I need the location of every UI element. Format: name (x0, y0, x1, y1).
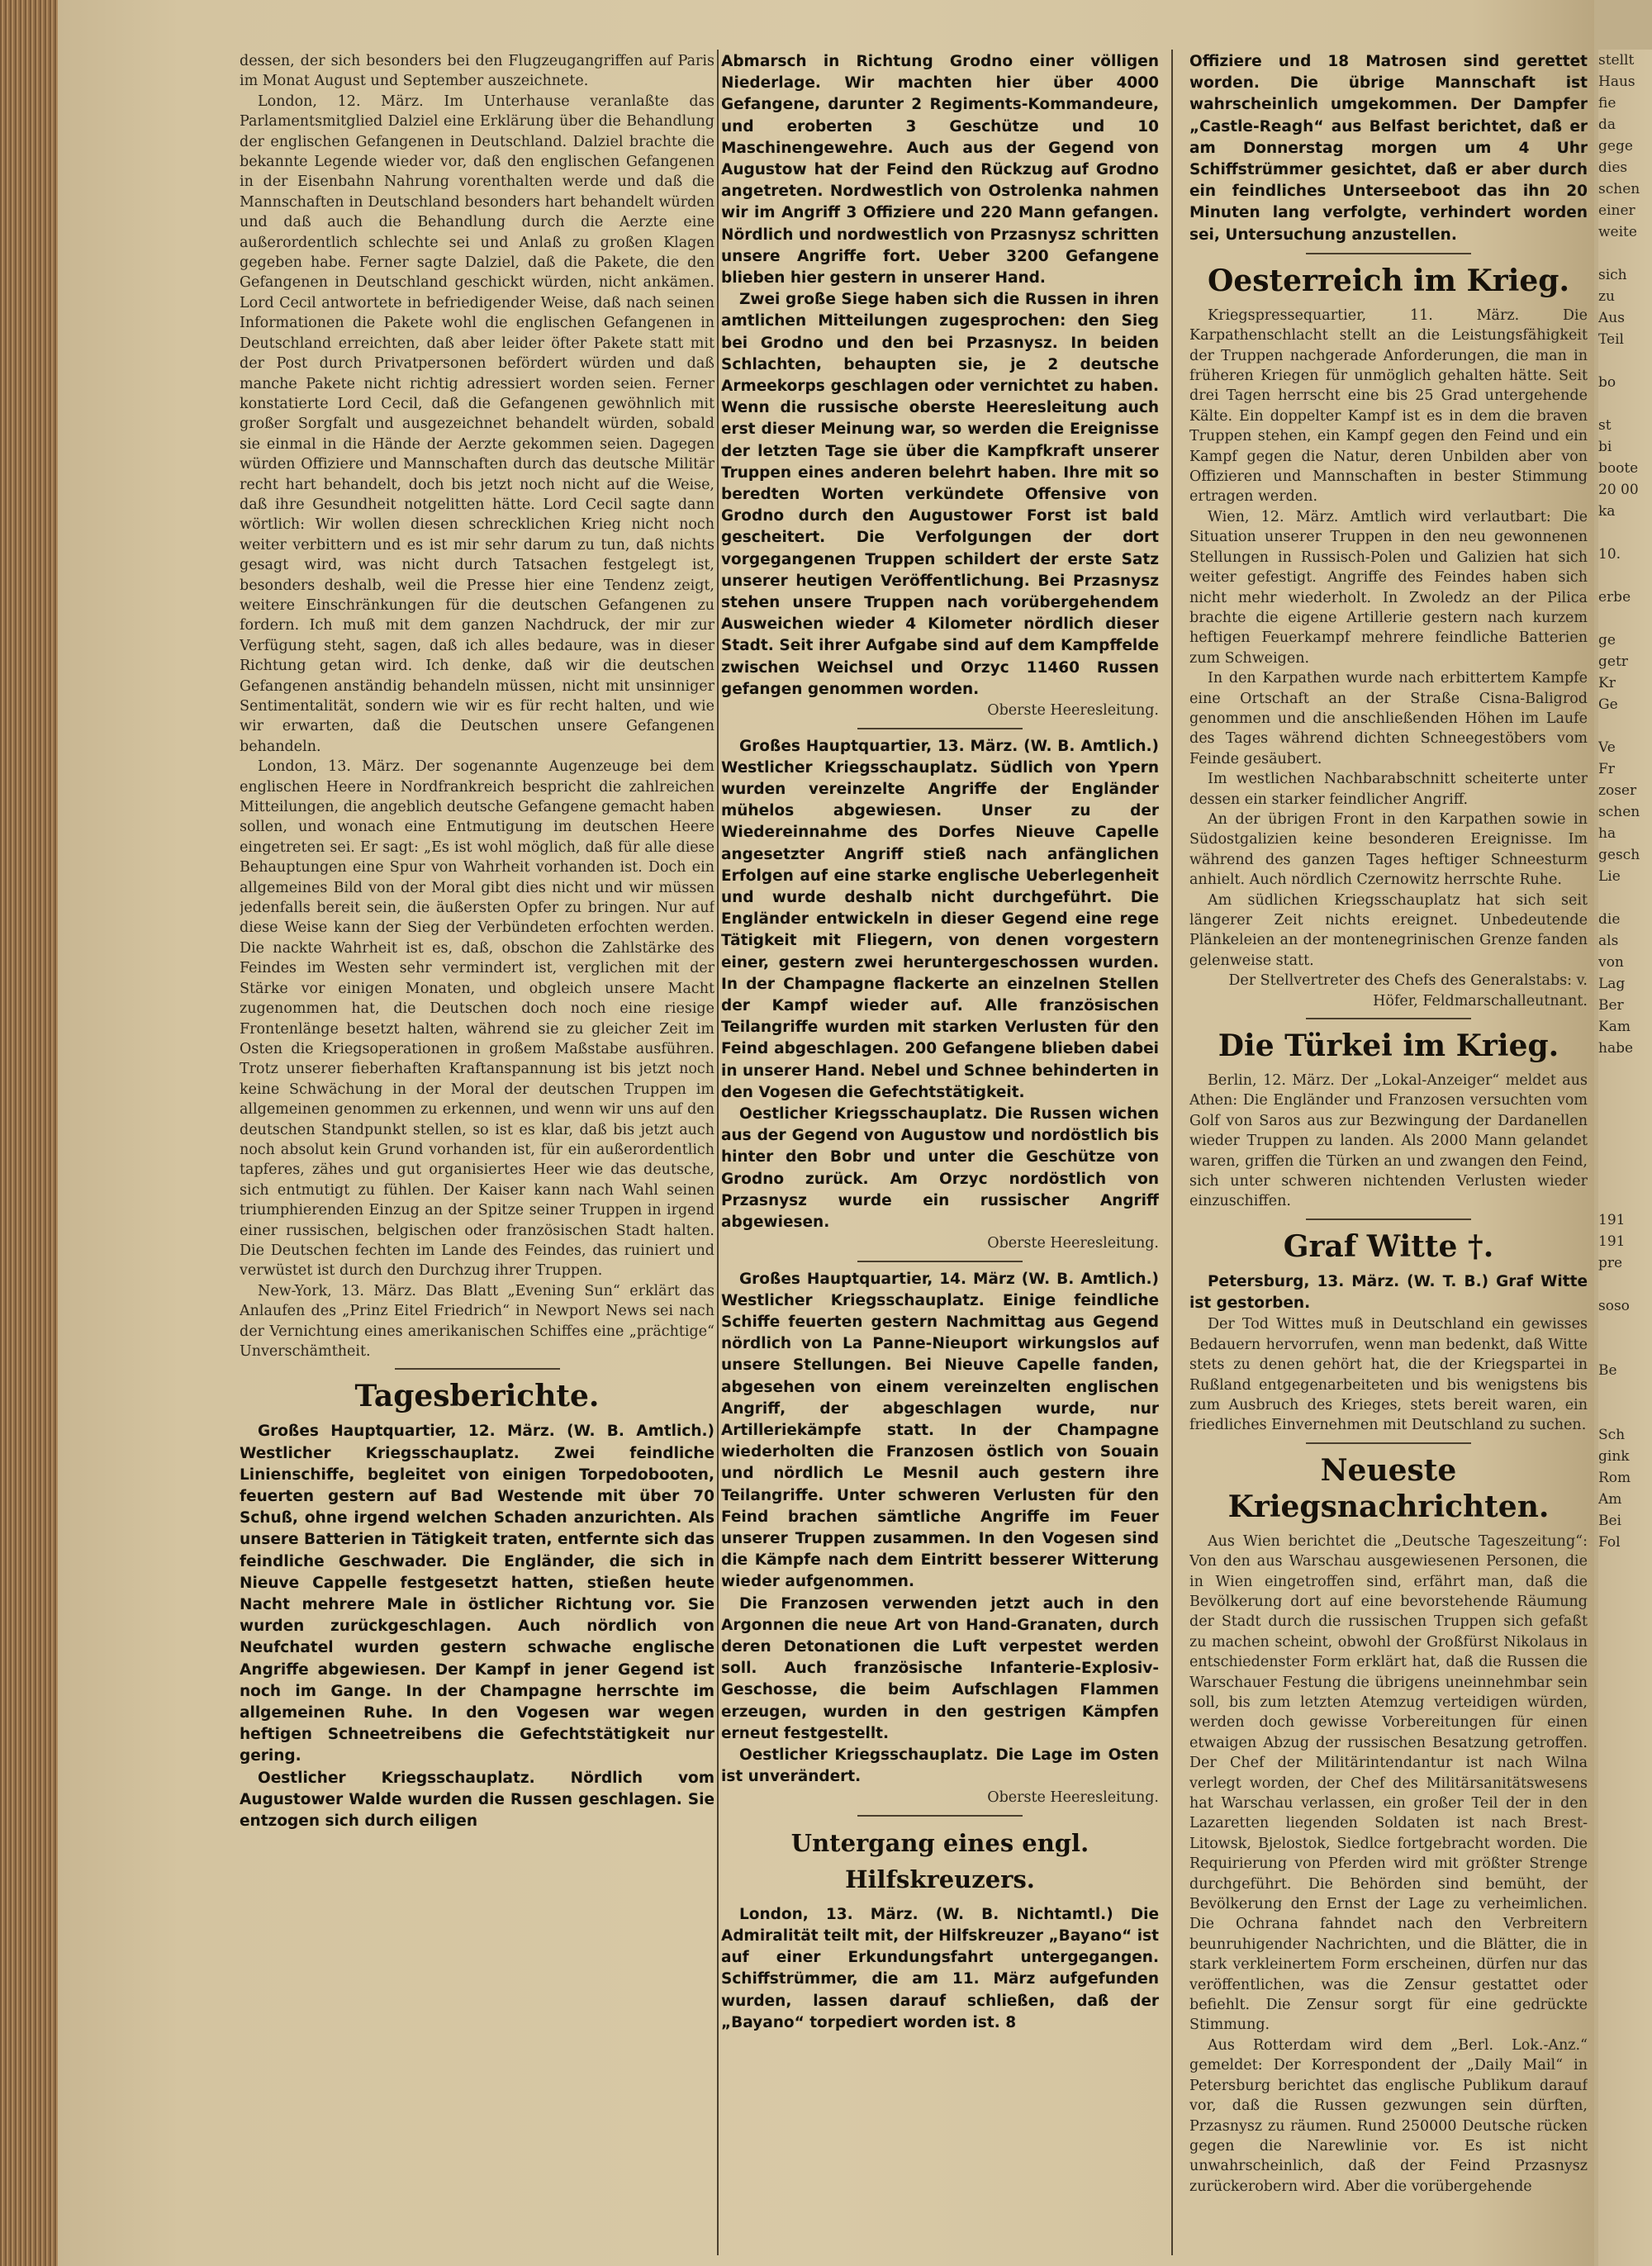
strip-line: Lag (1598, 976, 1626, 992)
strip-line: von (1598, 954, 1624, 971)
report-paragraph: Oestlicher Kriegsschauplatz. Nördlich vom Augustower Walde wurden die Russen geschlagen. Sie entzogen sich durch eiligen (240, 1769, 714, 1831)
strip-line: gink (1598, 1448, 1630, 1465)
section-divider (395, 1368, 560, 1370)
strip-line (1598, 1338, 1652, 1360)
strip-line: gege (1598, 138, 1633, 154)
report-paragraph: Die Franzosen verwenden jetzt auch in den Argonnen die neue Art von Hand-Granaten, durch deren Detonationen die Luft verpestet werden soll. Auch französische Infanterie-Explosiv-Geschosse, die beim Aufschlagen Flammen erzeugen, wurden in den gestrigen Kämpfen erneut festgestellt. (721, 1594, 1159, 1742)
article-paragraph: Aus Wien berichtet die „Deutsche Tageszeitung“: Von den aus Warschau ausgewiesenen Personen, die in Wien eingetroffen sind, erfährt man, daß die Bevölkerung dort auf eine bevorstehende Räumung der Stadt durch die russischen Truppen sich gefaßt zu machen scheint, obwohl der Großfürst Nikolaus in entschiedenster Form erklärt hat, daß die Russen die Warschauer Festung die übrigens uneinnehmbar sein soll, bis zum letzten Atemzug verteidigen würden, werden doch gewisse Vorbereitungen für einen etwaigen Abzug der russischen Besatzung getroffen. Der Chef der Militärintendantur ist nach Wilna verlegt worden, der Chef des Militärsanitätswesens hat Warschau verlassen, ein großer Teil der in den Lazaretten liegenden Soldaten ist nach Brest-Litowsk, Bjelostok, Siedlce fortgebracht worden. Die Requirierung von Pferden wird mit größter Strenge durchgeführt. Die Behörden sind bemüht, der Bevölkerung den Ernst der Lage zu verheimlichen. Die Ochrana fahndet nach den Verbreitern beunruhigender Nachrichten, und die Blätter, die in stark verkleinertem Form erscheinen, dürfen nur das veröffentlichen, was die Zensur gestattet oder befiehlt. Die Zensur sorgt für eine gedrückte Stimmung. (1189, 1532, 1588, 2034)
strip-line (1598, 1123, 1652, 1145)
article-paragraph: In den Karpathen wurde nach erbittertem Kampfe eine Ortschaft an der Straße Cisna-Baligrod genommen und die anschließenden Höhen im Laufe des Tages während dichten Schneegestöbers vom Feinde gesäubert. (1189, 670, 1588, 767)
report-paragraph: Oestlicher Kriegsschauplatz. Die Lage im Osten ist unverändert. (721, 1746, 1159, 1786)
strip-line: boote (1598, 460, 1639, 477)
strip-line: Aus (1598, 310, 1625, 326)
strip-line: habe (1598, 1040, 1634, 1057)
section-divider (857, 1261, 1023, 1262)
strip-line (1598, 350, 1652, 372)
strip-line (1598, 1403, 1652, 1424)
strip-line: Ber (1598, 997, 1624, 1014)
article-paragraph: Der Tod Wittes muß in Deutschland ein gewisses Bedauern hervorrufen, wenn man bedenkt, daß Witte stets zu denen gehört hat, die der Kriegspartei in Rußland entgegenarbeiteten und bis wenigstens bis zum Ausbruch des Krieges, stets bereit waren, ein friedliches Einvernehmen mit Deutschland zu suchen. (1189, 1316, 1588, 1434)
strip-line (1598, 1102, 1652, 1123)
strip-line: stellt (1598, 52, 1635, 69)
strip-line: weite (1598, 224, 1637, 240)
book-binding-edge (0, 0, 58, 2266)
signature: Der Stellvertreter des Chefs des Generalstabs: v. Höfer, Feldmarschalleutnant. (1228, 972, 1588, 1009)
strip-line (1598, 1274, 1652, 1295)
article-paragraph: New-York, 13. März. Das Blatt „Evening Sun“ erklärt das Anlaufen des „Prinz Eitel Friedrich“ in Newport News sei nach der Vernichtung eines amerikanischen Schiffes eine „prächtige“ Unverschämtheit. (240, 1282, 714, 1360)
strip-line (1598, 565, 1652, 587)
article-paragraph: dessen, der sich besonders bei den Flugzeugangriffen auf Paris im Monat August und September auszeichnete. (240, 53, 714, 90)
signature: Oberste Heeresleitung. (987, 1235, 1159, 1252)
strip-line: Teil (1598, 331, 1624, 348)
section-divider (1306, 1219, 1471, 1220)
strip-line: Be (1598, 1362, 1617, 1379)
strip-line (1598, 522, 1652, 544)
strip-line (1598, 1145, 1652, 1166)
article-paragraph: An der übrigen Front in den Karpathen sowie in Südostgalizien keine besonderen Ereignisse. Im während des ganzen Tages heftiger Schneesturm anhielt. Auch nördlich Czernowitz herrschte Ruhe. (1189, 810, 1588, 889)
strip-line: erbe (1598, 589, 1631, 606)
report-paragraph: Großes Hauptquartier, 12. März. (W. B. Amtlich.) Westlicher Kriegsschauplatz. Zwei feindliche Linienschiffe, begleitet von einigen Torpedobooten, feuerten gestern auf Bad Westende mit über 70 Schuß, ohne irgend welchen Schaden anzurichten. Als unsere Batterien in Tätigkeit traten, entfernte sich das feindliche Geschwader. Die Engländer, die sich in Nieuve Cappelle festgesetzt hatten, stießen heute Nacht mehrere Male in östlicher Richtung vor. Sie wurden zurückgeschlagen. Auch nördlich von Neufchatel wurden gestern schwache englische Angriffe abgewiesen. Der Kampf in jener Gegend ist noch im Gange. In der Champagne herrschte im allgemeinen Ruhe. In den Vogesen war wegen heftigen Schneetreibens die Gefechtstätigkeit nur gering. (240, 1423, 714, 1765)
article-paragraph: Berlin, 12. März. Der „Lokal-Anzeiger“ meldet aus Athen: Die Engländer und Franzosen versuchten vom Golf von Saros aus zur Bezwingung der Dardanellen wieder Truppen zu landen. Als 2000 Mann gelandet waren, griffen die Türken an und zwangen den Feind, sich unter schweren nichtenden Verlusten wieder einzuschiffen. (1189, 1072, 1588, 1210)
article-paragraph: Kriegspressequartier, 11. März. Die Karpathenschlacht stellt an die Leistungsfähigkeit der Truppen nachgerade Anforderungen, die man in früheren Kriegen für unmöglich gehalten hätte. Seit drei Tagen herrscht eine bis 25 Grad untergehende Kälte. Ein doppelter Kampf ist es in dem die braven Truppen stehen, ein Kampf gegen den Feind und ein Kampf gegen die Natur, deren Unbilden aber von Offizieren und Mannschaften in bester Stimmung ertragen werden. (1189, 306, 1588, 506)
article-paragraph: London, 13. März. Der sogenannte Augenzeuge bei dem englischen Heere in Nordfrankreich bespricht die zahlreichen Mitteilungen, die angeblich deutsche Gefangene gemacht haben sollen, und wonach eine Entmutigung im deutschen Heere eingetreten sei. Er sagt: „Es ist wohl möglich, daß für alle diese Behauptungen eine Spur von Wahrheit vorhanden ist. Doch ein allgemeines Bild von der Moral gibt dies nicht und wir müssen jedenfalls bereit sein, die äußersten Opfer zu bringen. Nur auf diese Weise kann der Sieg der Verbündeten erfochten werden. Die nackte Wahrheit ist es, daß, obschon die Zahlstärke des Feindes im Westen sehr vermindert ist, verglichen mit der Stärke vor einigen Monaten, und obgleich unsere Macht zugenommen hat, die Deutschen doch noch eine riesige Frontenlänge besetzt halten, während sie zu gleicher Zeit im Osten die Kriegsoperationen in großem Maßstabe ausführen. Trotz unserer fieberhaften Kraftanspannung ist bis jetzt noch keine Schwächung in der Moral der deutschen Truppen im allgemeinen genommen zu erkennen, und wenn wir uns auf den deutschen Standpunkt stellen, so ist es klar, daß bis jetzt auch noch absolut kein Grund vorhanden ist, für ein außerordentlich tapferes, zähes und gut organisiertes Heer wie das deutsche, sich entmutigt zu fühlen. Der Kaiser kann nach Wahl seinen triumphierenden Einzug an der Spitze seiner Truppen in irgend einer russischen, belgischen oder französischen Stadt halten. Die Deutschen fechten im Lande des Feindes, das ruiniert und verwüstet ist durch den Durchzug ihrer Truppen. (240, 758, 714, 1280)
strip-line (1598, 887, 1652, 909)
section-divider (1306, 253, 1471, 254)
report-paragraph: Großes Hauptquartier, 13. März. (W. B. Amtlich.) Westlicher Kriegsschauplatz. Südlich von Ypern wurden vereinzelte Angriffe der Engländer mühelos abgewiesen. Unser zu der Wiedereinnahme des Dorfes Nieuve Capelle angesetzter Angriff stieß nach anfänglichen Erfolgen auf eine starke englische Ueberlegenheit und wurde deshalb nicht durchgeführt. Die Engländer entwickeln in dieser Gegend eine rege Tätigkeit mit Fliegern, von denen vorgestern einer, gestern zwei heruntergeschossen wurden. In der Champagne flackerte an einzelnen Stellen der Kampf wieder auf. Alle französischen Teilangriffe wurden mit starken Verlusten für den Feind abgeschlagen. 200 Gefangene blieben dabei in unserer Hand. Nebel und Schnee behinderten in den Vogesen die Gefechtstätigkeit. (721, 737, 1159, 1101)
strip-line (1598, 1381, 1652, 1403)
strip-line: Haus (1598, 74, 1635, 90)
column-rule-2 (1171, 50, 1173, 2255)
strip-line: Rom (1598, 1470, 1631, 1486)
strip-line (1598, 243, 1652, 264)
section-divider (1306, 1442, 1471, 1444)
heading-untergang: Untergang eines engl. Hilfskreuzers. (790, 1828, 1089, 1893)
report-paragraph: Abmarsch in Richtung Grodno einer völligen Niederlage. Wir machten hier über 4000 Gefangene, darunter 2 Regiments-Kommandeure, und eroberten 3 Geschütze und 10 Maschinengewehre. Auch aus der Gegend von Augustow hat der Feind den Rückzug auf Grodno angetreten. Nordwestlich von Ostrolenka nahmen wir im Angriff 3 Offiziere und 220 Mann gefangen. Nördlich und nordwestlich von Przasnysz schritten unsere Angriffe fort. Ueber 3200 Gefangene blieben hier gestern in unserer Hand. (721, 53, 1159, 287)
strip-line: Am (1598, 1491, 1622, 1508)
column-rule-1 (717, 50, 719, 2255)
strip-line: ka (1598, 503, 1616, 520)
column-2 (721, 51, 1159, 2249)
strip-line: Fol (1598, 1534, 1621, 1551)
heading-tuerkei: Die Türkei im Krieg. (1218, 1028, 1559, 1064)
strip-line: st (1598, 417, 1612, 434)
article-paragraph: Aus Rotterdam wird dem „Berl. Lok.-Anz.“ gemeldet: Der Korrespondent der „Daily Mail“ in Petersburg berichtet das englische Publikum darauf vor, daß die Russen gezwungen sein dürften, Przasnysz zu räumen. Rund 250000 Deutsche rücken gegen die Narewlinie vor. Es ist nicht unwahrscheinlich, daß der Feind Przasnysz zurückerobern wird. Aber die vorübergehende (1189, 2036, 1588, 2195)
signature: Oberste Heeresleitung. (987, 702, 1159, 720)
heading-neueste: Neueste Kriegsnachrichten. (1227, 1452, 1550, 1524)
strip-line: zu (1598, 288, 1615, 305)
strip-line: 20 00 (1598, 482, 1639, 498)
strip-line: schen (1598, 804, 1640, 820)
strip-line: soso (1598, 1298, 1630, 1314)
column-3 (1189, 51, 1588, 2249)
strip-line: dies (1598, 159, 1628, 176)
strip-line (1598, 1081, 1652, 1102)
strip-line (1598, 715, 1652, 737)
column-1 (240, 51, 714, 2249)
strip-line: als (1598, 933, 1619, 949)
report-paragraph: Zwei große Siege haben sich die Russen in ihren amtlichen Mitteilungen zugesprochen: den Sieg bei Grodno und den bei Przasnysz. In beiden Schlachten, behaupten sie, je 2 deutsche Armeekorps geschlagen oder vernichtet zu haben. Wenn die russische oberste Heeresleitung auch erst dieser Meinung war, so werden die Ereignisse der letzten Tage sie über die Kampfkraft unserer Truppen eines anderen belehrt haben. Ihre mit so beredten Worten verkündete Offensive von Grodno durch den Augustower Forst ist bald gescheitert. Die Verfolgungen der dort vorgegangenen Truppen schildert der erste Satz unserer heutigen Veröffentlichung. Bei Przasnysz stehen unsere Truppen nach vorübergehendem Ausweichen wieder 4 Kilometer nördlich dieser Stadt. Seit ihrer Aufgabe sind auf dem Kampffelde zwischen Weichsel und Orzyc 11460 Russen gefangen genommen worden. (721, 291, 1159, 698)
article-paragraph: London, 12. März. Im Unterhause veranlaßte das Parlamentsmitglied Dalziel eine Erklärung über die Behandlung der englischen Gefangenen in Deutschland. Dalziel brachte die bekannte Legende wieder vor, daß den englischen Gefangenen in der Eisenbahn Nahrung vorenthalten werde und daß die Mannschaften in Deutschland besonders hart behandelt würden und daß auch die Behandlung durch die Aerzte eine außerordentlich schlechte sei und Anlaß zu großen Klagen gegeben habe. Ferner sagte Dalziel, daß die Pakete, die den Gefangenen in Deutschland geschickt würden, nicht ankämen. Lord Cecil antwortete in befriedigender Weise, daß nach seinen Informationen die Pakete wohl die englischen Gefangenen in Deutschland erreichten, daß aber leider öfter Pakete statt mit der Post durch Privatpersonen befördert würden und daß manche Pakete nicht richtig adressiert worden seien. Ferner konstatierte Lord Cecil, daß die Gefangenen gewöhnlich mit großer Sorgfalt und ausgezeichnet behandelt würden, sobald sie einmal in die Hände der Aerzte gekommen seien. Dagegen würden Offiziere und Mannschaften durch das deutsche Militär recht hart behandelt, doch bis jetzt noch nicht auf die Weise, daß ihre Gesundheit notgelitten hätte. Lord Cecil sagte dann wörtlich: Wir wollen diesen schrecklichen Krieg nicht noch weiter verbittern und es ist mir sehr darum zu tun, daß nichts gesagt wird, was nicht durch Tatsachen festgelegt ist, besonders deshalb, weil die Presse hier eine Tendenz zeigt, weitere Einschränkungen für die deutschen Gefangenen zu fordern. Ich muß mit dem ganzen Nachdruck, der mir zur Verfügung steht, sagen, daß ich alles bedaure, was in dieser Richtung getan wird. Ich denke, daß wir die deutschen Gefangenen anständig behandeln müssen, nicht mit unsinniger Sentimentalität, sondern wie wir es für recht halten, und wie wir erwarten, daß die Deutschen unsere Gefangenen behandeln. (240, 93, 714, 755)
strip-line: Sch (1598, 1427, 1626, 1443)
strip-line: einer (1598, 202, 1635, 219)
heading-tagesberichte: Tagesberichte. (354, 1379, 600, 1414)
strip-line: Ge (1598, 696, 1618, 713)
heading-witte: Graf Witte †. (1283, 1228, 1494, 1264)
report-paragraph: Offiziere und 18 Matrosen sind gerettet worden. Die übrige Mannschaft ist wahrscheinlich umgekommen. Der Dampfer „Castle-Reagh“ aus Belfast berichtet, daß er am Donnerstag morgen um 4 Uhr Schiffstrümmer gesichtet, daß er aber durch ein feindliches Unterseeboot das ihn 20 Minuten lang verfolgte, verhindert worden sei, Untersuchung anzustellen. (1189, 53, 1588, 244)
strip-line: getr (1598, 653, 1628, 670)
strip-line: Ve (1598, 739, 1616, 756)
strip-line (1598, 608, 1652, 629)
strip-line: sich (1598, 267, 1627, 283)
strip-line: ha (1598, 825, 1616, 842)
strip-line: bo (1598, 374, 1616, 391)
heading-oesterreich: Oesterreich im Krieg. (1207, 263, 1570, 298)
section-divider (1306, 1018, 1471, 1019)
strip-line: bi (1598, 439, 1612, 455)
article-paragraph: Am südlichen Kriegsschauplatz hat sich seit längerer Zeit nichts ereignet. Unbedeutende Plänkeleien an der montenegrinischen Grenze fanden gelenweise statt. (1189, 891, 1588, 969)
strip-line: Kam (1598, 1019, 1631, 1035)
strip-line: 191 (1598, 1233, 1626, 1250)
strip-line: Bei (1598, 1513, 1621, 1529)
report-paragraph: Petersburg, 13. März. (W. T. B.) Graf Witte ist gestorben. (1189, 1272, 1588, 1313)
section-divider (857, 728, 1023, 729)
strip-line (1598, 1317, 1652, 1338)
strip-line (1598, 1059, 1652, 1081)
report-paragraph: Großes Hauptquartier, 14. März (W. B. Amtlich.) Westlicher Kriegsschauplatz. Einige feindliche Schiffe feuerten gestern Nachmittag aus Gegend nördlich von La Panne-Nieuport wirkungslos auf unsere Stellungen. Bei Nieuve Capelle fanden, abgesehen von einem vereinzelten englischen Angriff, der abgeschlagen wurde, nur Artilleriekämpfe statt. In der Champagne wiederholten die Franzosen östlich von Souain und nördlich Le Mesnil auch gestern ihre Teilangriffe. Unter schweren Verlusten für den Feind brachen sämtliche Angriffe im Feuer unserer Truppen zusammen. In den Vogesen sind die Kämpfe nach dem Eintritt besserer Witterung wieder aufgenommen. (721, 1270, 1159, 1591)
strip-line: Fr (1598, 761, 1615, 777)
strip-line: Kr (1598, 675, 1616, 691)
strip-line: gesch (1598, 847, 1640, 863)
strip-line: Lie (1598, 868, 1621, 885)
report-paragraph: London, 13. März. (W. B. Nichtamtl.) Die Admiralität teilt mit, der Hilfskreuzer „Bayano“ ist auf einer Erkundungsfahrt untergegangen. Schiffstrümmer, die am 11. März aufgefunden wurden, lassen darauf schließen, daß der „Bayano“ torpediert worden ist. 8 (721, 1905, 1159, 2031)
strip-line: zoser (1598, 782, 1637, 799)
strip-line: ge (1598, 632, 1616, 648)
article-paragraph: Wien, 12. März. Amtlich wird verlautbart: Die Situation unserer Truppen in den neu gewonnenen Stellungen in Russisch-Polen und Galizien hat sich weiter gefestigt. Angriffe des Feindes haben sich nicht mehr wiederholt. In Zwoledz an der Pilica brachte die eigene Artillerie gestern nach kurzem heftigen Feuerkampf mehrere feindliche Batterien zum Schweigen. (1189, 508, 1588, 667)
section-divider (857, 1815, 1023, 1817)
strip-line: schen (1598, 181, 1640, 197)
strip-line (1598, 393, 1652, 415)
strip-line (1598, 1188, 1652, 1209)
strip-line: da (1598, 116, 1616, 133)
strip-line (1598, 1166, 1652, 1188)
signature: Oberste Heeresleitung. (987, 1789, 1159, 1807)
strip-line: 191 (1598, 1212, 1626, 1228)
next-page-strip (1598, 50, 1652, 2266)
strip-line: pre (1598, 1255, 1623, 1271)
article-paragraph: Im westlichen Nachbarabschnitt scheiterte unter dessen ein starker feindlicher Angriff. (1189, 771, 1588, 808)
strip-line: 10. (1598, 546, 1621, 563)
strip-line: die (1598, 911, 1621, 928)
strip-line: fie (1598, 95, 1616, 112)
report-paragraph: Oestlicher Kriegsschauplatz. Die Russen wichen aus der Gegend von Augustow und nordöstlich bis hinter den Bobr und unter die Geschütze von Grodno zurück. Am Orzyc nordöstlich von Przasnysz wurde ein russischer Angriff abgewiesen. (721, 1104, 1159, 1231)
